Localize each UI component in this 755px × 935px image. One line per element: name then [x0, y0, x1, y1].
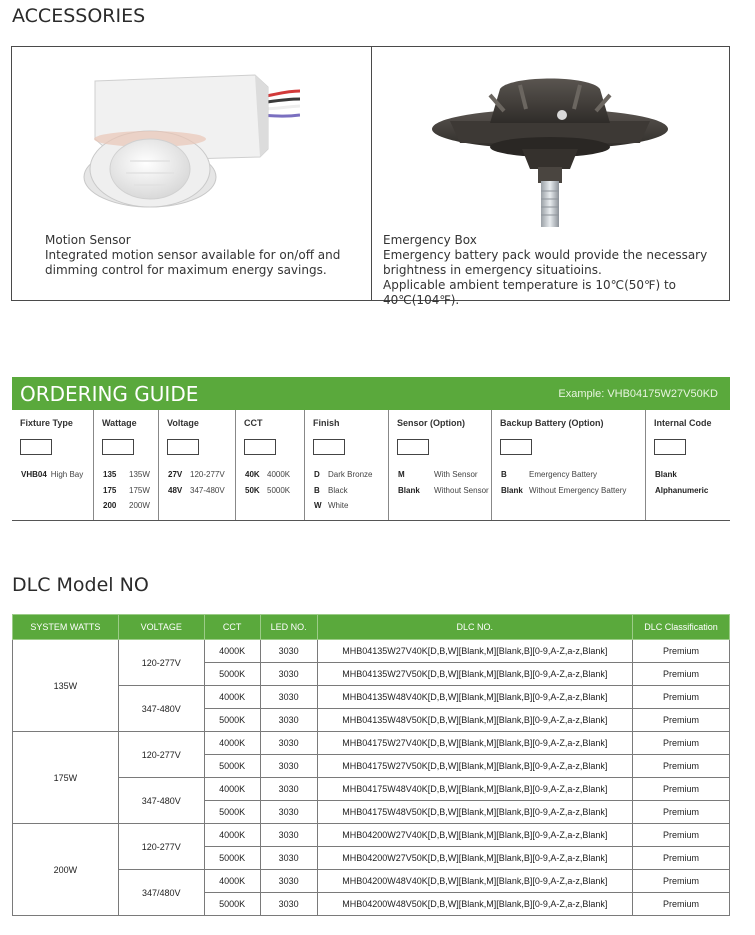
dlc-classification-cell: Premium: [633, 847, 730, 870]
emergency-box-desc-line-3: Applicable ambient temperature is 10℃(50℉) to 40℃(104℉).: [383, 278, 677, 307]
cct-cell: 5000K: [204, 663, 260, 686]
led-no-cell: 3030: [260, 801, 317, 824]
dlc-table-body: [13, 640, 730, 916]
system-watts-cell: 135W: [13, 640, 119, 732]
og-code-input-box[interactable]: [167, 439, 199, 455]
og-option-desc: Without Emergency Battery: [529, 485, 627, 495]
dlc-header-led-no: LED NO.: [260, 615, 317, 640]
dlc-no-cell: MHB04175W48V50K[D,B,W][Blank,M][Blank,B][0-9,A-Z,a-z,Blank]: [317, 801, 633, 824]
ordering-guide-example: Example: VHB04175W27V50KD: [558, 388, 718, 400]
og-code-input-box[interactable]: [244, 439, 276, 455]
og-column: [389, 410, 492, 520]
og-option-code: 175: [103, 485, 117, 495]
dlc-header-system-watts: SYSTEM WATTS: [13, 615, 119, 640]
dlc-title: DLC Model NO: [12, 574, 149, 596]
og-option: [245, 486, 290, 495]
emergency-box-text: [383, 233, 731, 308]
og-option-code: Blank: [398, 485, 420, 495]
led-no-cell: 3030: [260, 847, 317, 870]
og-column: [236, 410, 305, 520]
motion-sensor-desc-line-2: dimming control for maximum energy savings.: [45, 263, 327, 277]
dlc-table-row: [13, 732, 730, 755]
emergency-box-desc-line-1: Emergency battery pack would provide the necessary: [383, 248, 708, 262]
dlc-classification-cell: Premium: [633, 686, 730, 709]
dlc-no-cell: MHB04135W27V40K[D,B,W][Blank,M][Blank,B][0-9,A-Z,a-z,Blank]: [317, 640, 633, 663]
led-no-cell: 3030: [260, 870, 317, 893]
og-option: [314, 470, 372, 479]
dlc-classification-cell: Premium: [633, 824, 730, 847]
og-code-input-box[interactable]: [500, 439, 532, 455]
dlc-no-cell: MHB04175W48V40K[D,B,W][Blank,M][Blank,B][0-9,A-Z,a-z,Blank]: [317, 778, 633, 801]
og-option-code: B: [314, 485, 320, 495]
og-column: [492, 410, 646, 520]
dlc-no-cell: MHB04135W48V40K[D,B,W][Blank,M][Blank,B][0-9,A-Z,a-z,Blank]: [317, 686, 633, 709]
dlc-header-dlc-classification: DLC Classification: [633, 615, 730, 640]
voltage-cell: 120-277V: [118, 824, 204, 870]
led-no-cell: 3030: [260, 824, 317, 847]
cct-cell: 5000K: [204, 847, 260, 870]
cct-cell: 5000K: [204, 709, 260, 732]
led-no-cell: 3030: [260, 663, 317, 686]
dlc-no-cell: MHB04175W27V40K[D,B,W][Blank,M][Blank,B][0-9,A-Z,a-z,Blank]: [317, 732, 633, 755]
og-option-desc: 4000K: [267, 470, 291, 479]
og-column-header: Sensor (Option): [397, 418, 465, 428]
emergency-box-desc-line-2: brightness in emergency situatioins.: [383, 263, 602, 277]
og-option: [103, 486, 150, 495]
og-option-code: 40K: [245, 470, 260, 479]
og-column-header: CCT: [244, 418, 263, 428]
accessories-title: ACCESSORIES: [12, 5, 146, 27]
og-option: [314, 486, 348, 495]
dlc-classification-cell: Premium: [633, 870, 730, 893]
dlc-classification-cell: Premium: [633, 709, 730, 732]
dlc-no-cell: MHB04200W48V50K[D,B,W][Blank,M][Blank,B][0-9,A-Z,a-z,Blank]: [317, 893, 633, 916]
og-column: [12, 410, 94, 520]
emergency-box-name: Emergency Box: [383, 233, 477, 247]
voltage-cell: 120-277V: [118, 732, 204, 778]
led-no-cell: 3030: [260, 778, 317, 801]
led-no-cell: 3030: [260, 893, 317, 916]
emergency-box-image: [430, 71, 670, 231]
dlc-table-row: [13, 640, 730, 663]
og-code-input-box[interactable]: [654, 439, 686, 455]
og-option: [103, 470, 150, 479]
dlc-no-cell: MHB04200W27V40K[D,B,W][Blank,M][Blank,B][0-9,A-Z,a-z,Blank]: [317, 824, 633, 847]
dlc-no-cell: MHB04200W27V50K[D,B,W][Blank,M][Blank,B][0-9,A-Z,a-z,Blank]: [317, 847, 633, 870]
dlc-table-row: [13, 870, 730, 893]
og-option: [655, 470, 681, 479]
og-option-desc: Black: [328, 485, 348, 495]
cct-cell: 4000K: [204, 640, 260, 663]
dlc-classification-cell: Premium: [633, 640, 730, 663]
dlc-header-voltage: VOLTAGE: [118, 615, 204, 640]
og-option: [103, 501, 150, 510]
led-no-cell: 3030: [260, 755, 317, 778]
motion-sensor-desc-line-1: Integrated motion sensor available for on/off and: [45, 248, 341, 262]
dlc-no-cell: MHB04135W48V50K[D,B,W][Blank,M][Blank,B][0-9,A-Z,a-z,Blank]: [317, 709, 633, 732]
og-option-code: VHB04: [21, 470, 47, 479]
og-code-input-box[interactable]: [397, 439, 429, 455]
dlc-no-cell: MHB04200W48V40K[D,B,W][Blank,M][Blank,B][0-9,A-Z,a-z,Blank]: [317, 870, 633, 893]
og-column-header: Finish: [313, 418, 340, 428]
ordering-guide-body: [12, 410, 730, 521]
og-option-desc: High Bay: [50, 470, 84, 479]
dlc-header-row: [13, 615, 730, 640]
dlc-classification-cell: Premium: [633, 801, 730, 824]
system-watts-cell: 200W: [13, 824, 119, 916]
og-option-desc: 347-480V: [190, 485, 225, 495]
dlc-header-cct: CCT: [204, 615, 260, 640]
dlc-classification-cell: Premium: [633, 778, 730, 801]
emergency-box-card: [372, 47, 731, 307]
ordering-guide: [12, 377, 730, 521]
accessories-panel: [11, 46, 730, 307]
og-column-header: Fixture Type: [20, 418, 73, 428]
og-option-desc: 5000K: [267, 485, 291, 495]
og-column-header: Wattage: [102, 418, 137, 428]
og-code-input-box[interactable]: [313, 439, 345, 455]
og-option-code: D: [314, 470, 320, 479]
og-option-code: 27V: [168, 470, 183, 479]
og-option-code: 48V: [168, 485, 183, 495]
led-no-cell: 3030: [260, 709, 317, 732]
og-option: [168, 470, 225, 479]
dlc-table-row: [13, 686, 730, 709]
og-option: [501, 470, 597, 479]
og-option-code: Blank: [501, 485, 523, 495]
dlc-classification-cell: Premium: [633, 893, 730, 916]
og-column-header: Backup Battery (Option): [500, 418, 604, 428]
og-option-desc: Emergency Battery: [529, 470, 598, 479]
og-code-input-box[interactable]: [20, 439, 52, 455]
cct-cell: 5000K: [204, 801, 260, 824]
og-option-code: W: [314, 501, 322, 510]
dlc-header-dlc-no: DLC NO.: [317, 615, 633, 640]
dlc-no-cell: MHB04175W27V50K[D,B,W][Blank,M][Blank,B][0-9,A-Z,a-z,Blank]: [317, 755, 633, 778]
dlc-table-row: [13, 778, 730, 801]
cct-cell: 4000K: [204, 732, 260, 755]
dlc-classification-cell: Premium: [633, 663, 730, 686]
cct-cell: 4000K: [204, 824, 260, 847]
og-option-desc: 120-277V: [190, 470, 225, 479]
og-option-code: B: [501, 470, 507, 479]
dlc-no-cell: MHB04135W27V50K[D,B,W][Blank,M][Blank,B][0-9,A-Z,a-z,Blank]: [317, 663, 633, 686]
dlc-table: [12, 614, 730, 916]
og-option: [655, 486, 712, 495]
motion-sensor-text: [45, 233, 340, 278]
og-option-code: 200: [103, 501, 117, 510]
og-option-code: 135: [103, 470, 117, 479]
og-option-desc: With Sensor: [434, 470, 478, 479]
og-column: [646, 410, 730, 520]
og-option-code: 50K: [245, 485, 260, 495]
og-option: [21, 470, 83, 479]
voltage-cell: 347-480V: [118, 778, 204, 824]
og-column: [159, 410, 236, 520]
dlc-classification-cell: Premium: [633, 732, 730, 755]
cct-cell: 5000K: [204, 893, 260, 916]
og-option-code: Blank: [655, 470, 677, 479]
motion-sensor-name: Motion Sensor: [45, 233, 131, 247]
og-option: [501, 486, 626, 495]
led-no-cell: 3030: [260, 732, 317, 755]
og-option: [398, 486, 489, 495]
led-no-cell: 3030: [260, 686, 317, 709]
dlc-classification-cell: Premium: [633, 755, 730, 778]
og-column: [305, 410, 389, 520]
og-option-code: M: [398, 470, 405, 479]
og-option: [398, 470, 478, 479]
og-option-desc: 135W: [129, 470, 150, 479]
ordering-guide-header: [12, 377, 730, 410]
voltage-cell: 347/480V: [118, 870, 204, 916]
voltage-cell: 120-277V: [118, 640, 204, 686]
og-column-header: Internal Code: [654, 418, 712, 428]
cct-cell: 5000K: [204, 755, 260, 778]
cct-cell: 4000K: [204, 686, 260, 709]
og-option: [314, 501, 348, 510]
og-code-input-box[interactable]: [102, 439, 134, 455]
og-option-desc: White: [328, 501, 349, 510]
og-option-desc: 175W: [129, 485, 150, 495]
og-option: [168, 486, 225, 495]
og-option-desc: Without Sensor: [434, 485, 489, 495]
motion-sensor-card: [12, 47, 371, 300]
og-option-desc: 200W: [129, 501, 150, 510]
voltage-cell: 347-480V: [118, 686, 204, 732]
system-watts-cell: 175W: [13, 732, 119, 824]
led-no-cell: 3030: [260, 640, 317, 663]
og-column-header: Voltage: [167, 418, 199, 428]
motion-sensor-image: [50, 69, 300, 209]
og-option-desc: Dark Bronze: [328, 470, 373, 479]
og-option-code: Alphanumeric: [655, 485, 709, 495]
dlc-table-row: [13, 824, 730, 847]
ordering-guide-title: ORDERING GUIDE: [20, 382, 199, 406]
cct-cell: 4000K: [204, 778, 260, 801]
og-option: [245, 470, 290, 479]
cct-cell: 4000K: [204, 870, 260, 893]
og-column: [94, 410, 159, 520]
